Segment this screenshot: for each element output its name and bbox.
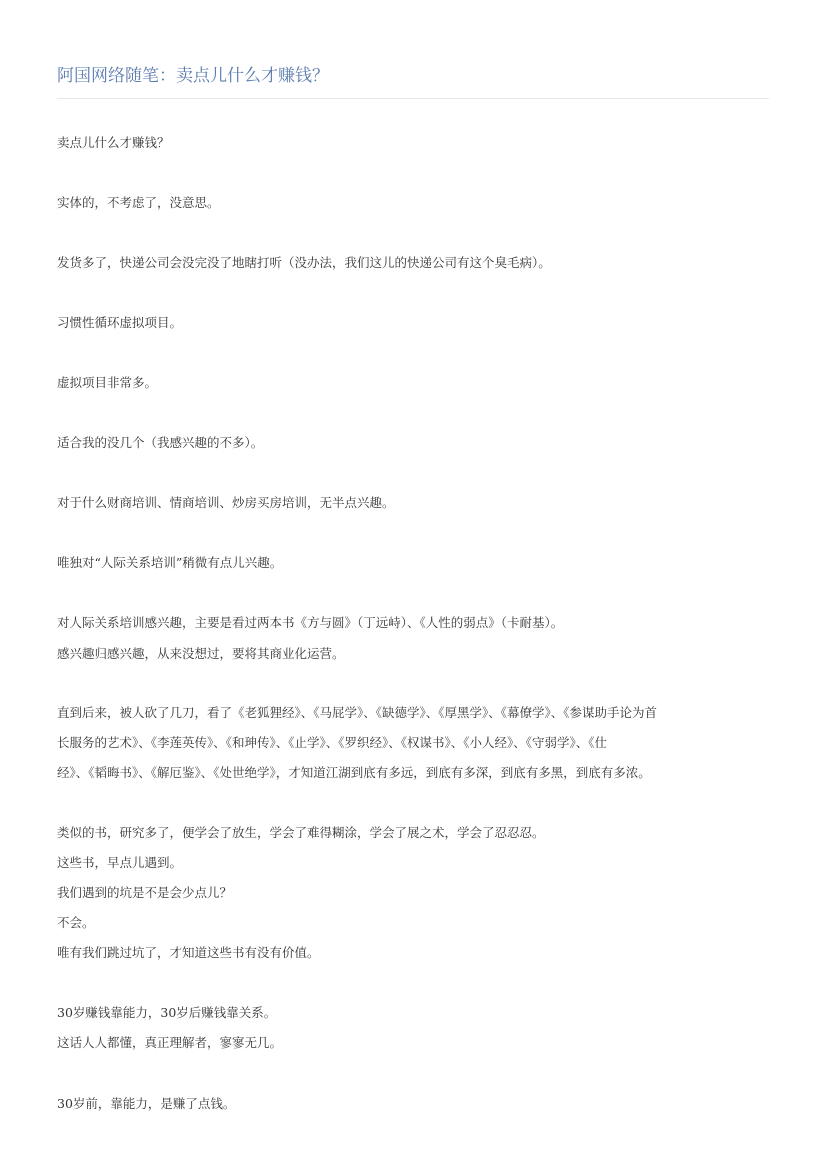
paragraph-line: 感兴趣归感兴趣，从来没想过，要将其商业化运营。: [57, 646, 345, 661]
paragraph-line: 对于什么财商培训、情商培训、炒房买房培训，无半点兴趣。: [57, 495, 395, 510]
paragraph-line: 不会。: [57, 915, 95, 930]
paragraph-line: 虚拟项目非常多。: [57, 375, 158, 390]
title-divider: [57, 98, 769, 99]
paragraph-line: 卖点儿什么才赚钱？: [57, 135, 170, 150]
paragraph-line: 这话人人都懂，真正理解者，寥寥无几。: [57, 1035, 283, 1050]
paragraph-line: 直到后来，被人砍了几刀，看了《老狐狸经》、《马屁学》、《缺德学》、《厚黑学》、《幕僚学》、《参谋助手论为首: [57, 705, 658, 720]
paragraph-line: 唯有我们跳过坑了，才知道这些书有没有价值。: [57, 945, 320, 960]
paragraph-line: 类似的书，研究多了，便学会了放生，学会了难得糊涂，学会了展之术，学会了忍忍忍。: [57, 825, 545, 840]
paragraph-line: 我们遇到的坑是不是会少点儿？: [57, 885, 233, 900]
paragraph-line: 30岁赚钱靠能力，30岁后赚钱靠关系。: [57, 1005, 277, 1020]
paragraph-line: 发货多了，快递公司会没完没了地瞎打听（没办法，我们这儿的快递公司有这个臭毛病）。: [57, 255, 551, 270]
paragraph-line: 对人际关系培训感兴趣，主要是看过两本书《方与圆》（丁远峙）、《人性的弱点》（卡耐基）。: [57, 615, 564, 630]
paragraph-line: 30岁前，靠能力，是赚了点钱。: [57, 1096, 236, 1111]
paragraph-line: 适合我的没几个（我感兴趣的不多）。: [57, 435, 264, 450]
paragraph-line: 长服务的艺术》、《李莲英传》、《和珅传》、《止学》、《罗织经》、《权谋书》、《小人经》、《守弱学》、《仕: [57, 735, 608, 750]
paragraph-line: 唯独对“人际关系培训”稍微有点儿兴趣。: [57, 555, 283, 570]
paragraph-line: 实体的，不考虑了，没意思。: [57, 195, 220, 210]
page-title: 阿国网络随笔：卖点儿什么才赚钱？: [57, 66, 329, 86]
paragraph-line: 这些书，早点儿遇到。: [57, 855, 183, 870]
paragraph-line: 经》、《韬晦书》、《解厄鉴》、《处世绝学》，才知道江湖到底有多远，到底有多深，到底有多黑，到底有多浓。: [57, 765, 651, 780]
paragraph-line: 习惯性循环虚拟项目。: [57, 315, 183, 330]
